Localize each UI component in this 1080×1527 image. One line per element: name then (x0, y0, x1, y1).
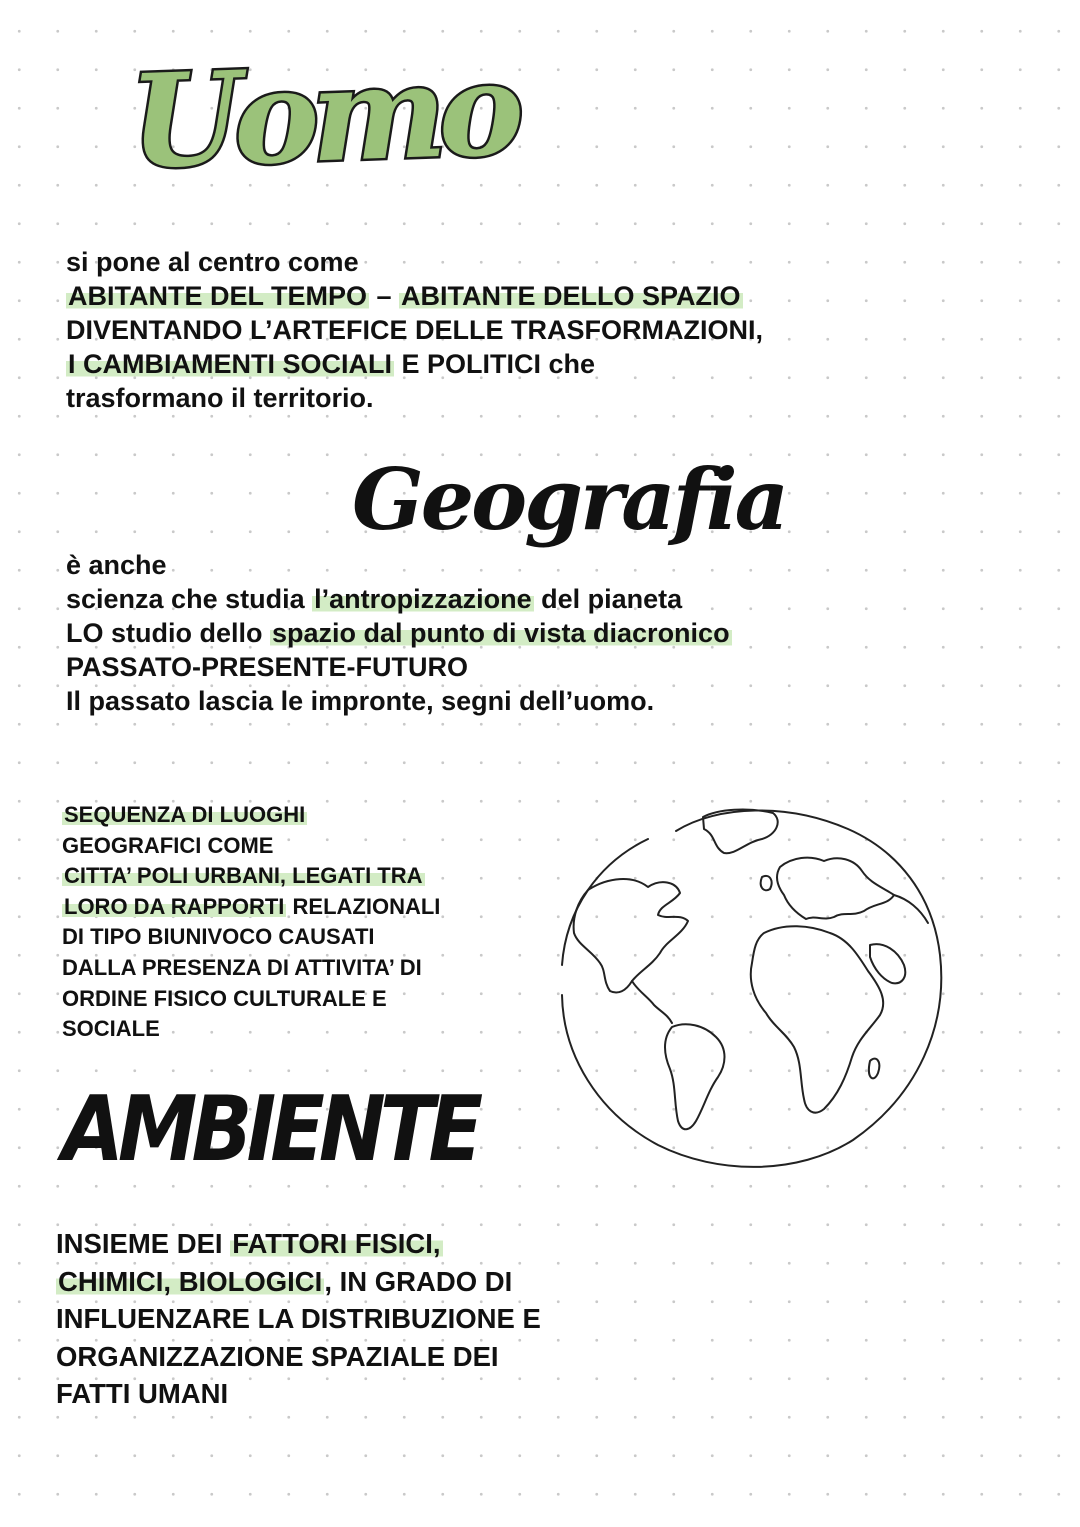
land-madagascar (869, 1059, 879, 1079)
land-south-america (665, 1024, 725, 1129)
uomo-line-3: DIVENTANDO L’ARTEFICE DELLE TRASFORMAZIONI, (66, 315, 763, 345)
highlight: l’antropizzazione (314, 584, 532, 614)
amb-line-2 (56, 1263, 541, 1301)
highlight: ABITANTE DELLO SPAZIO (401, 281, 741, 311)
ambiente-paragraph (56, 1225, 541, 1413)
land-central-america (632, 981, 672, 1023)
highlight: ABITANTE DEL TEMPO (68, 281, 368, 311)
seq-line-1 (62, 800, 440, 831)
uomo-line-2 (66, 279, 763, 313)
highlight: CHIMICI, BIOLOGICI (58, 1265, 323, 1297)
uomo-line-5: trasformano il territorio. (66, 383, 374, 413)
geo-line-2-post: del pianeta (533, 584, 683, 614)
seq-line-8: SOCIALE (62, 1016, 160, 1042)
amb-line-1 (56, 1225, 541, 1263)
uomo-line-1: si pone al centro come (66, 247, 359, 277)
land-arabia (870, 944, 905, 983)
seq-line-2: GEOGRAFICI COME (62, 832, 274, 858)
title-ambiente: AMBIENTE (62, 1077, 478, 1182)
highlight: CITTA’ POLI URBANI, LEGATI TRA (64, 863, 423, 889)
seq-line-6: DALLA PRESENZA DI ATTIVITA’ DI (62, 954, 422, 980)
geo-line-3 (66, 616, 732, 650)
amb-line-3: INFLUENZARE LA DISTRIBUZIONE E (56, 1303, 541, 1334)
globe-icon (548, 795, 958, 1175)
geo-line-4: PASSATO-PRESENTE-FUTURO (66, 652, 469, 682)
amb-line-5: FATTI UMANI (56, 1378, 229, 1409)
sequenza-paragraph (62, 800, 440, 1045)
seq-line-7: ORDINE FISICO CULTURALE E (62, 985, 387, 1011)
uomo-paragraph (66, 245, 763, 415)
amb-line-4: ORGANIZZAZIONE SPAZIALE DEI (56, 1340, 499, 1372)
geo-line-5: Il passato lascia le impronte, segni dell’uomo. (66, 686, 655, 716)
highlight: I CAMBIAMENTI SOCIALI (68, 349, 392, 379)
geo-line-1: è anche (66, 550, 167, 580)
seq-line-4-rest: RELAZIONALI (286, 893, 441, 919)
highlight: FATTORI FISICI, (232, 1228, 441, 1259)
seq-line-4 (62, 892, 440, 923)
highlight: LORO DA RAPPORTI (64, 893, 285, 919)
highlight: SEQUENZA DI LUOGHI (64, 802, 306, 827)
seq-line-3 (62, 861, 440, 892)
globe-outline (562, 810, 941, 1166)
amb-line-1-pre: INSIEME DEI (56, 1228, 231, 1259)
seq-line-5: DI TIPO BIUNIVOCO CAUSATI (62, 924, 375, 950)
title-uomo: Uomo (127, 34, 519, 198)
title-geografia: Geografia (352, 450, 787, 549)
geografia-paragraph (66, 548, 732, 718)
uomo-line-4-rest: E POLITICI che (394, 349, 596, 379)
globe-outline-left (562, 839, 648, 965)
uomo-line-4 (66, 347, 763, 381)
amb-line-2-rest: , IN GRADO DI (324, 1265, 513, 1297)
geo-line-2-pre: scienza che studia (66, 584, 313, 614)
highlight: spazio dal punto di vista diacronico (272, 618, 730, 648)
land-africa (751, 926, 883, 1112)
uomo-line-2-sep: – (369, 281, 400, 311)
land-north-america (574, 879, 688, 993)
geo-line-2 (66, 582, 732, 616)
geo-line-3-pre: LO studio dello (66, 618, 270, 648)
land-uk (761, 876, 772, 890)
land-europe (777, 858, 894, 919)
